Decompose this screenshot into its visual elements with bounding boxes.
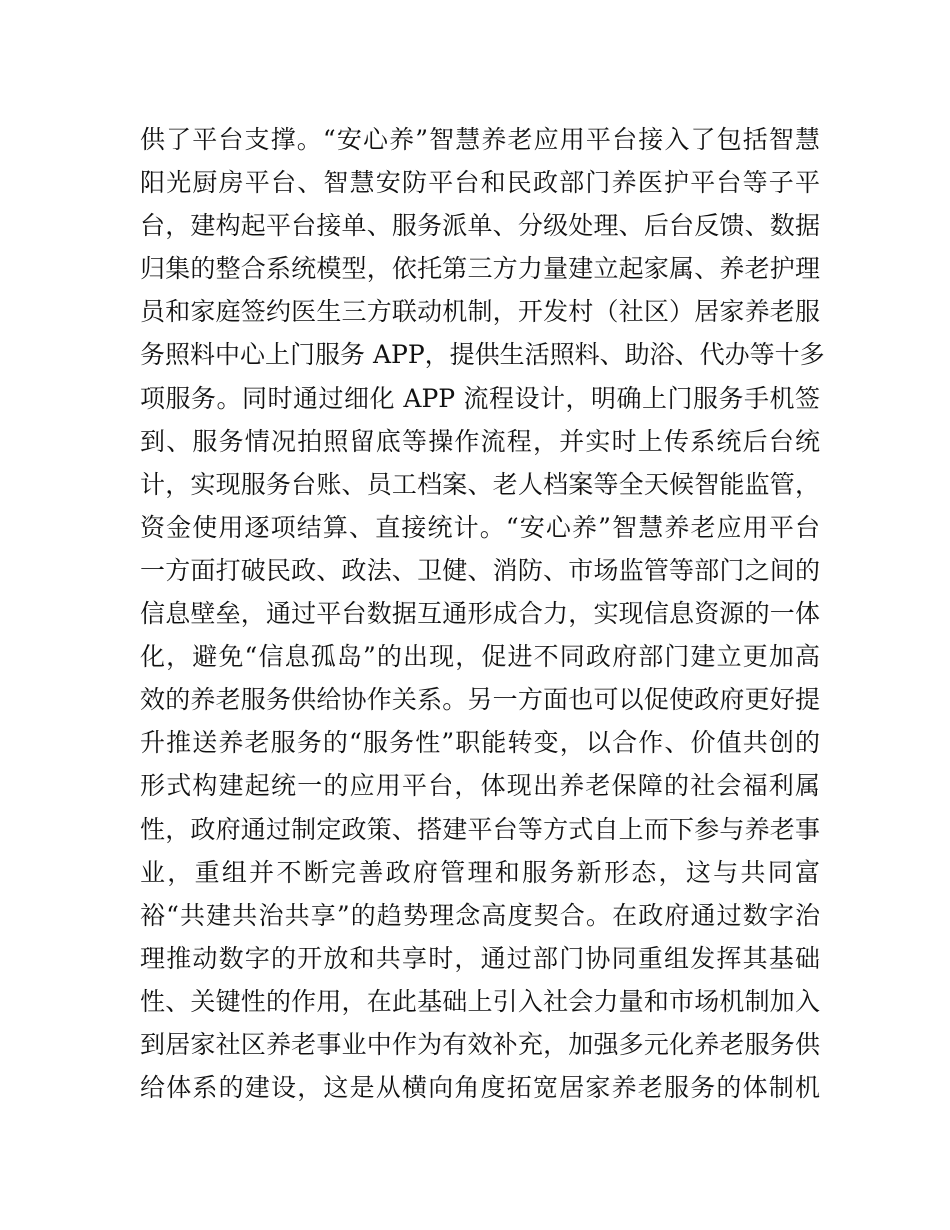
text-line: 效的养老服务供给协作关系。另一方面也可以促使政府更好提: [140, 685, 820, 715]
text-line: 阳光厨房平台、智慧安防平台和民政部门养医护平台等子平: [140, 168, 820, 198]
text-line: 理推动数字的开放和共享时，通过部门协同重组发挥其基础: [140, 943, 820, 973]
text-line: 归集的整合系统模型，依托第三方力量建立起家属、养老护理: [140, 254, 820, 284]
text-line: 台，建构起平台接单、服务派单、分级处理、后台反馈、数据: [140, 211, 820, 241]
text-line: 到居家社区养老事业中作为有效补充，加强多元化养老服务供: [140, 1029, 820, 1059]
text-line: 到、服务情况拍照留底等操作流程，并实时上传系统后台统: [140, 426, 820, 456]
text-line: 业，重组并不断完善政府管理和服务新形态，这与共同富: [140, 857, 820, 887]
text-line: 一方面打破民政、政法、卫健、消防、市场监管等部门之间的: [140, 555, 820, 585]
text-line: 计，实现服务台账、员工档案、老人档案等全天候智能监管，: [140, 469, 820, 499]
text-line: 裕“共建共治共享”的趋势理念高度契合。在政府通过数字治: [140, 900, 820, 930]
text-line: 升推送养老服务的“服务性”职能转变，以合作、价值共创的: [140, 728, 820, 758]
text-line: 化，避免“信息孤岛”的出现，促进不同政府部门建立更加高: [140, 642, 820, 672]
text-line: 员和家庭签约医生三方联动机制，开发村（社区）居家养老服: [140, 297, 820, 327]
body-paragraph: [140, 118, 825, 1109]
text-line: 项服务。同时通过细化 APP 流程设计，明确上门服务手机签: [140, 383, 820, 413]
text-line: 务照料中心上门服务 APP，提供生活照料、助浴、代办等十多: [140, 340, 825, 370]
text-line: 性、关键性的作用，在此基础上引入社会力量和市场机制加入: [140, 986, 820, 1016]
text-line: 供了平台支撑。“安心养”智慧养老应用平台接入了包括智慧: [140, 125, 820, 154]
text-line: 形式构建起统一的应用平台，体现出养老保障的社会福利属: [140, 771, 820, 801]
text-line: 资金使用逐项结算、直接统计。“安心养”智慧养老应用平台: [140, 512, 820, 542]
text-line: 性，政府通过制定政策、搭建平台等方式自上而下参与养老事: [140, 814, 820, 844]
text-line: 信息壁垒，通过平台数据互通形成合力，实现信息资源的一体: [140, 599, 820, 629]
text-line: 给体系的建设，这是从横向角度拓宽居家养老服务的体制机: [140, 1073, 820, 1103]
